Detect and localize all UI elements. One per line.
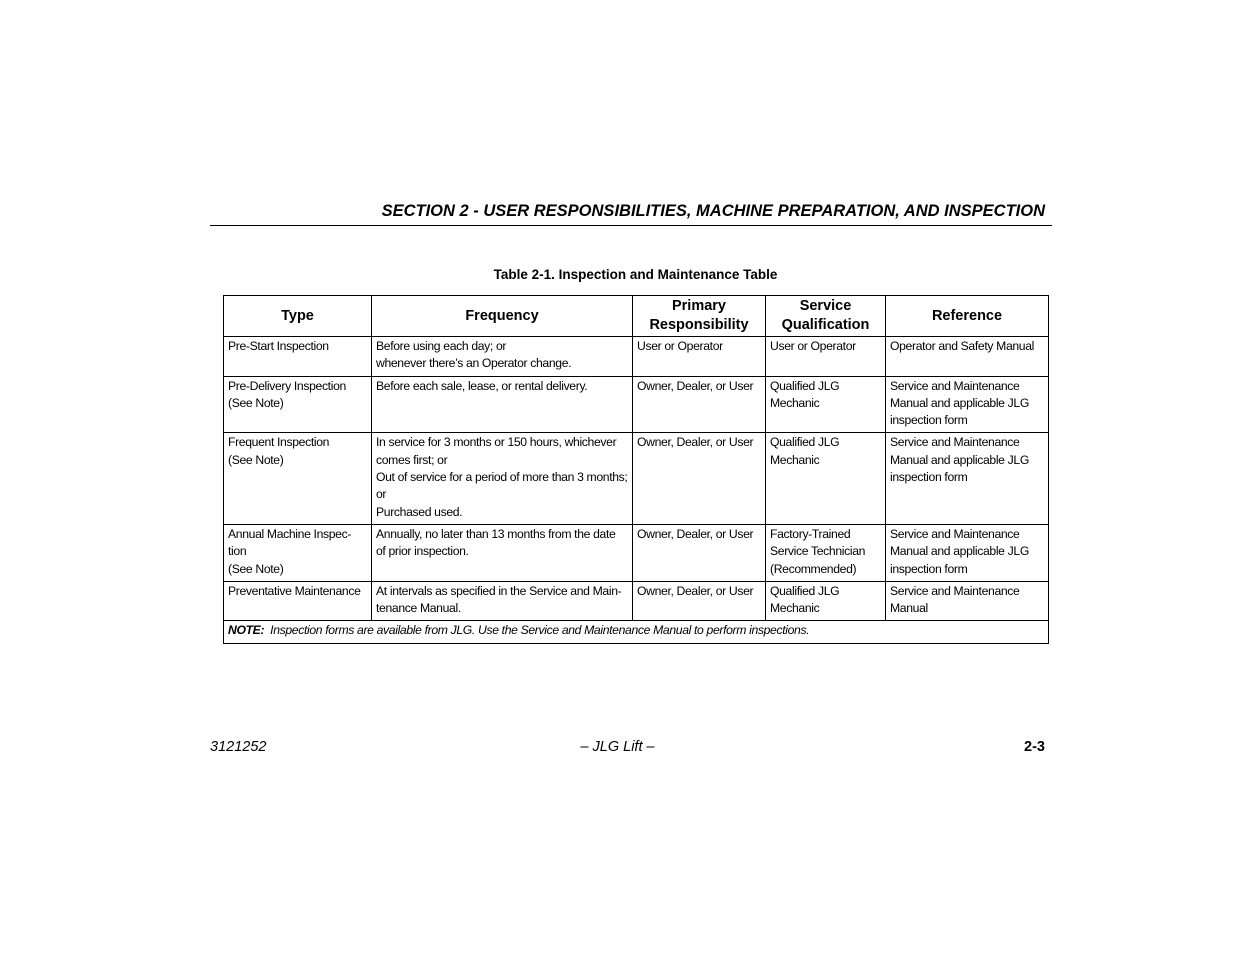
cell-line: Annual Machine Inspec- xyxy=(228,526,352,541)
responsibility-cell xyxy=(633,433,766,524)
header-reference-label: Reference xyxy=(931,307,1003,324)
cell-line: Qualified JLG xyxy=(770,378,840,393)
reference-cell xyxy=(886,376,1049,433)
reference-cell xyxy=(886,581,1049,621)
cell-line: (See Note) xyxy=(228,561,284,576)
type-cell xyxy=(224,433,372,524)
responsibility-cell xyxy=(633,524,766,581)
note-label: NOTE: xyxy=(228,623,265,638)
reference-cell xyxy=(886,524,1049,581)
cell-line: Manual and applicable JLG xyxy=(890,544,1029,559)
page-number: 2-3 xyxy=(1024,739,1045,755)
table-row xyxy=(224,433,1049,524)
header-frequency-label: Frequency xyxy=(465,307,539,324)
type-cell xyxy=(224,337,372,377)
cell-line: Before each sale, lease, or rental delivery. xyxy=(376,378,588,393)
cell-line: Mechanic xyxy=(770,395,820,410)
responsibility-cell xyxy=(633,376,766,433)
cell-line: Qualified JLG xyxy=(770,583,840,598)
cell-line: Service and Maintenance xyxy=(890,435,1020,450)
cell-line: Service and Maintenance xyxy=(890,526,1020,541)
cell-line: Operator and Safety Manual xyxy=(890,339,1035,353)
header-reference xyxy=(886,296,1049,337)
header-type xyxy=(224,296,372,337)
cell-line: of prior inspection. xyxy=(376,544,469,559)
cell-line: Manual xyxy=(890,601,928,616)
table-row xyxy=(224,524,1049,581)
type-cell xyxy=(224,581,372,621)
cell-line: At intervals as specified in the Service and Main- xyxy=(376,583,622,598)
cell-line: Out of service for a period of more than 3 months; xyxy=(376,470,628,485)
cell-line: Preventative Maintenance xyxy=(228,583,361,598)
cell-line: Owner, Dealer, or User xyxy=(637,526,754,541)
frequency-cell xyxy=(372,433,633,524)
header-label-line: Responsibility xyxy=(649,317,749,333)
header-service-qualification xyxy=(766,296,886,337)
cell-line: whenever there’s an Operator change. xyxy=(376,356,572,371)
cell-line: Pre-Delivery Inspection xyxy=(228,378,346,393)
header-type-label: Type xyxy=(281,307,314,324)
cell-line: inspection form xyxy=(890,413,968,428)
section-header xyxy=(210,200,1052,226)
reference-cell xyxy=(886,337,1049,377)
frequency-cell xyxy=(372,581,633,621)
cell-line: or xyxy=(376,487,387,502)
qualification-cell xyxy=(766,337,886,377)
cell-line: Factory-Trained xyxy=(770,526,851,541)
cell-line: Service and Maintenance xyxy=(890,378,1020,393)
qualification-cell xyxy=(766,524,886,581)
table-row xyxy=(224,376,1049,433)
cell-line: Qualified JLG xyxy=(770,435,840,450)
note-row xyxy=(224,621,1049,643)
cell-line: inspection form xyxy=(890,470,968,485)
frequency-cell xyxy=(372,524,633,581)
header-row xyxy=(224,296,1049,337)
section-title: SECTION 2 - USER RESPONSIBILITIES, MACHINE PREPARATION, AND INSPECTION xyxy=(381,202,1045,220)
cell-line: Owner, Dealer, or User xyxy=(637,378,754,393)
cell-line: tenance Manual. xyxy=(376,601,461,616)
cell-line: Purchased used. xyxy=(376,504,463,519)
reference-cell xyxy=(886,433,1049,524)
cell-line: (See Note) xyxy=(228,395,284,410)
table-caption: Table 2-1. Inspection and Maintenance Table xyxy=(493,267,778,282)
responsibility-cell xyxy=(633,337,766,377)
cell-line: Frequent Inspection xyxy=(228,435,330,450)
cell-line: Before using each day; or xyxy=(376,339,507,353)
cell-line: comes first; or xyxy=(376,452,448,467)
cell-line: Owner, Dealer, or User xyxy=(637,583,754,598)
cell-line: inspection form xyxy=(890,561,968,576)
cell-line: Mechanic xyxy=(770,601,820,616)
qualification-cell xyxy=(766,433,886,524)
cell-line: Manual and applicable JLG xyxy=(890,395,1029,410)
cell-line: Service Technician xyxy=(770,544,866,559)
cell-line: Owner, Dealer, or User xyxy=(637,435,754,450)
cell-line: tion xyxy=(228,544,247,559)
type-cell xyxy=(224,376,372,433)
type-cell xyxy=(224,524,372,581)
header-frequency xyxy=(372,296,633,337)
table-row xyxy=(224,581,1049,621)
frequency-cell xyxy=(372,376,633,433)
cell-line: Pre-Start Inspection xyxy=(228,339,329,353)
qualification-cell xyxy=(766,376,886,433)
note-cell xyxy=(224,621,1049,643)
cell-line: Mechanic xyxy=(770,452,820,467)
qualification-cell xyxy=(766,581,886,621)
header-primary-responsibility xyxy=(633,296,766,337)
cell-line: Service and Maintenance xyxy=(890,583,1020,598)
footer-product: – JLG Lift – xyxy=(580,739,655,755)
responsibility-cell xyxy=(633,581,766,621)
header-label-line: Service xyxy=(799,298,852,314)
cell-line: Manual and applicable JLG xyxy=(890,452,1029,467)
cell-line: User or Operator xyxy=(637,339,723,353)
inspection-table xyxy=(223,295,1049,644)
cell-line: In service for 3 months or 150 hours, whichever xyxy=(376,435,617,450)
header-label-line: Primary xyxy=(671,298,726,314)
cell-line: User or Operator xyxy=(770,339,856,353)
frequency-cell xyxy=(372,337,633,377)
header-label-line: Qualification xyxy=(781,317,870,333)
table-row xyxy=(224,337,1049,377)
cell-line: Annually, no later than 13 months from the date xyxy=(376,526,616,541)
note-text: Inspection forms are available from JLG. Use the Service and Maintenance Manual to perform inspections. xyxy=(270,623,810,638)
cell-line: (See Note) xyxy=(228,452,284,467)
doc-number: 3121252 xyxy=(210,739,267,755)
cell-line: (Recommended) xyxy=(770,561,857,576)
